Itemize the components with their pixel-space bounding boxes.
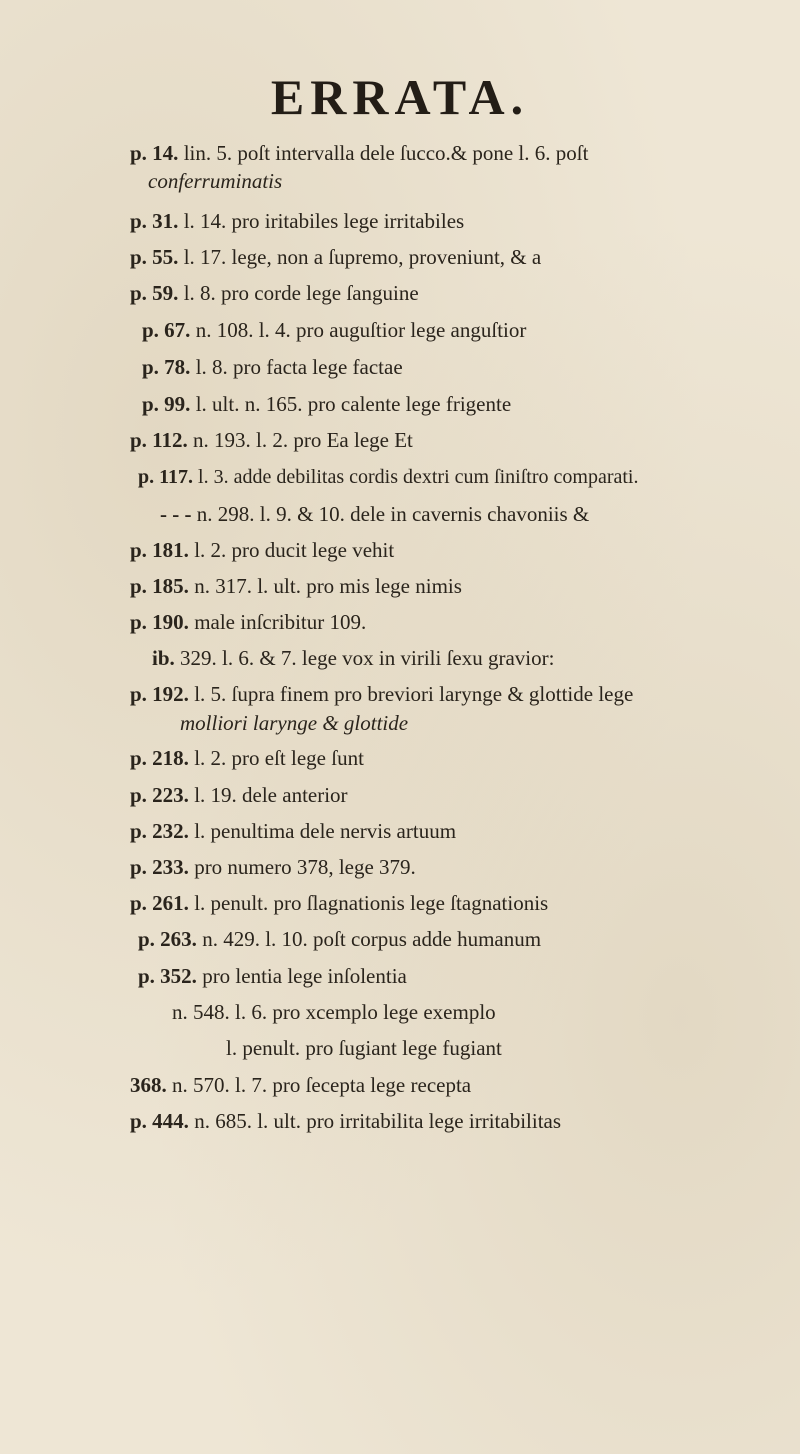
errata-ref: p. 352. bbox=[138, 964, 197, 988]
errata-line bbox=[130, 278, 419, 308]
errata-text: l. penult. pro ſlagnationis lege ſtagnationis bbox=[194, 891, 549, 915]
errata-line bbox=[130, 425, 413, 455]
errata-text: l. 2. pro eſt lege ſunt bbox=[194, 746, 364, 770]
errata-line bbox=[152, 643, 554, 673]
errata-line bbox=[130, 852, 416, 882]
errata-line bbox=[130, 679, 633, 709]
errata-line bbox=[130, 607, 366, 637]
errata-line bbox=[226, 1033, 502, 1063]
errata-text: l. 8. pro corde lege ſanguine bbox=[183, 281, 419, 305]
errata-text: n. 429. l. 10. poſt corpus adde humanum bbox=[202, 927, 542, 951]
errata-text: n. 298. l. 9. & 10. dele in cavernis chavoniis & bbox=[196, 502, 590, 526]
errata-ref: ib. bbox=[152, 646, 175, 670]
errata-line bbox=[130, 780, 348, 810]
errata-line bbox=[138, 462, 638, 492]
errata-line bbox=[130, 535, 394, 565]
errata-text: l. ult. n. 165. pro calente lege frigente bbox=[195, 392, 512, 416]
errata-line bbox=[160, 499, 589, 529]
errata-ref: p. 78. bbox=[142, 355, 191, 379]
errata-text: male inſcribitur 109. bbox=[194, 610, 367, 634]
errata-ref: p. 232. bbox=[130, 819, 189, 843]
errata-text: pro numero 378, lege 379. bbox=[194, 855, 416, 879]
errata-ref: p. 233. bbox=[130, 855, 189, 879]
errata-text: l. 8. pro facta lege factae bbox=[195, 355, 403, 379]
errata-ref: p. 261. bbox=[130, 891, 189, 915]
errata-line bbox=[130, 571, 462, 601]
errata-line bbox=[172, 997, 496, 1027]
errata-text: l. penult. pro ſugiant lege fugiant bbox=[226, 1036, 502, 1060]
errata-line bbox=[142, 352, 403, 382]
errata-ref: 368. bbox=[130, 1073, 167, 1097]
errata-ref: p. 99. bbox=[142, 392, 191, 416]
errata-line bbox=[142, 389, 511, 419]
errata-line bbox=[130, 743, 364, 773]
errata-text: n. 108. l. 4. pro auguſtior lege anguſtior bbox=[195, 318, 527, 342]
errata-ref: p. 67. bbox=[142, 318, 191, 342]
errata-text: molliori larynge & glottide bbox=[180, 711, 409, 735]
errata-text: n. 570. l. 7. pro ſecepta lege recepta bbox=[172, 1073, 472, 1097]
errata-ref: p. 185. bbox=[130, 574, 189, 598]
errata-ref: p. 181. bbox=[130, 538, 189, 562]
errata-ref: p. 14. bbox=[130, 141, 179, 165]
errata-line bbox=[142, 315, 526, 345]
errata-line bbox=[130, 138, 588, 168]
errata-ref: p. 31. bbox=[130, 209, 179, 233]
errata-text: l. penultima dele nervis artuum bbox=[194, 819, 457, 843]
errata-text: 329. l. 6. & 7. lege vox in virili ſexu gravior: bbox=[180, 646, 555, 670]
errata-text: l. 2. pro ducit lege vehit bbox=[194, 538, 395, 562]
errata-ref: p. 218. bbox=[130, 746, 189, 770]
page-title: ERRATA. bbox=[270, 69, 530, 125]
errata-text: conferruminatis bbox=[148, 169, 283, 193]
errata-ref: p. 112. bbox=[130, 428, 188, 452]
errata-line bbox=[148, 166, 282, 196]
errata-ref: p. 223. bbox=[130, 783, 189, 807]
errata-ref: p. 190. bbox=[130, 610, 189, 634]
errata-ref: p. 59. bbox=[130, 281, 179, 305]
errata-text: pro lentia lege inſolentia bbox=[202, 964, 407, 988]
errata-line bbox=[130, 816, 456, 846]
errata-text: n. 193. l. 2. pro Ea lege Et bbox=[193, 428, 413, 452]
errata-ref: p. 444. bbox=[130, 1109, 189, 1133]
errata-ref: - - - bbox=[160, 502, 192, 526]
errata-text: l. 5. ſupra finem pro breviori larynge & glottide lege bbox=[194, 682, 634, 706]
errata-text: n. 548. l. 6. pro xcemplo lege exemplo bbox=[172, 1000, 496, 1024]
errata-line bbox=[130, 242, 541, 272]
errata-text: l. 3. adde debilitas cordis dextri cum ſiniſtro comparati. bbox=[198, 466, 639, 488]
errata-text: l. 19. dele anterior bbox=[194, 783, 348, 807]
errata-line bbox=[180, 708, 408, 738]
errata-line bbox=[138, 961, 407, 991]
errata-text: n. 317. l. ult. pro mis lege nimis bbox=[194, 574, 462, 598]
errata-line bbox=[138, 924, 541, 954]
errata-line bbox=[130, 1106, 561, 1136]
errata-ref: p. 117. bbox=[138, 466, 194, 488]
errata-line bbox=[130, 206, 464, 236]
errata-ref: p. 55. bbox=[130, 245, 179, 269]
errata-text: l. 17. lege, non a ſupremo, proveniunt, & a bbox=[183, 245, 542, 269]
errata-ref: p. 192. bbox=[130, 682, 189, 706]
errata-text: n. 685. l. ult. pro irritabilita lege irritabilitas bbox=[194, 1109, 562, 1133]
errata-line bbox=[130, 1070, 471, 1100]
errata-ref: p. 263. bbox=[138, 927, 197, 951]
errata-text: lin. 5. poſt intervalla dele ſucco.& pone l. 6. poſt bbox=[183, 141, 589, 165]
errata-line bbox=[130, 888, 548, 918]
errata-text: l. 14. pro iritabiles lege irritabiles bbox=[183, 209, 465, 233]
